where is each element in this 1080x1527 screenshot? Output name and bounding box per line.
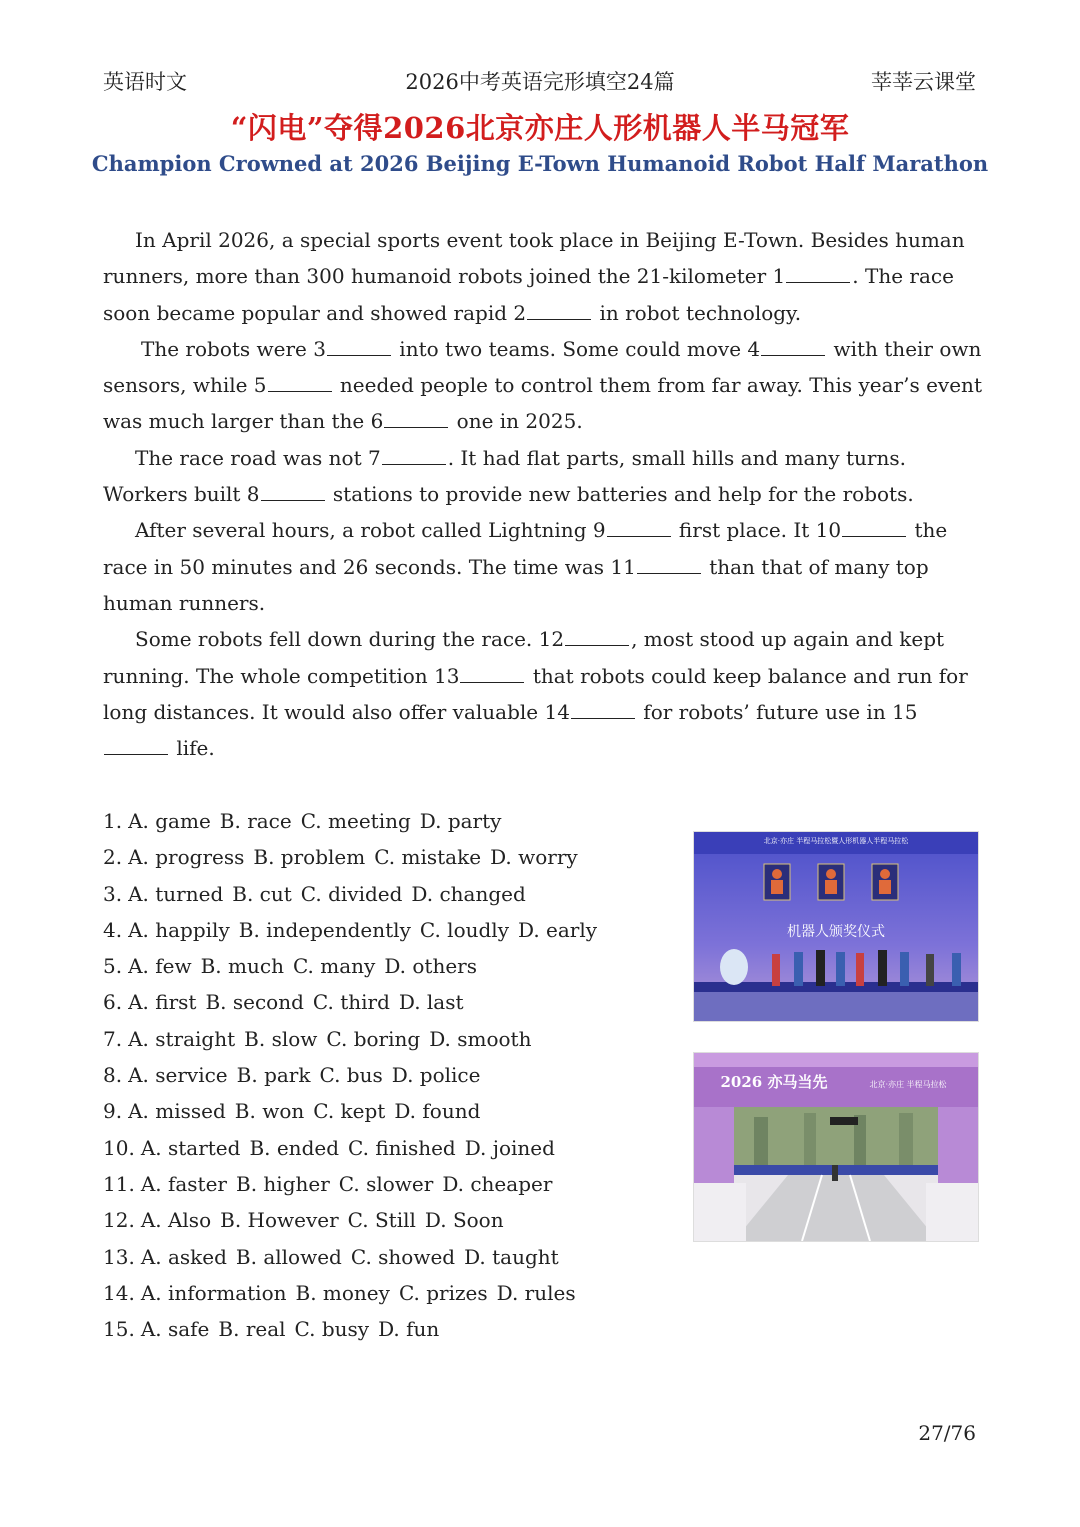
question-number: 13. bbox=[103, 1244, 135, 1269]
question-row bbox=[103, 984, 693, 1020]
option-c: C. many bbox=[292, 954, 376, 979]
question-number: 7. bbox=[103, 1026, 123, 1051]
option-a: A. service bbox=[128, 1063, 228, 1088]
passage-text: . The race soon became popular and showed rapid 2 bbox=[103, 264, 954, 325]
blank-15 bbox=[104, 736, 168, 755]
header-left: 英语时文 bbox=[103, 70, 187, 94]
option-c: C. Still bbox=[347, 1208, 416, 1233]
option-a: A. progress bbox=[128, 845, 245, 870]
option-c: C. meeting bbox=[300, 809, 411, 833]
question-number: 15. bbox=[103, 1317, 135, 1342]
option-a: A. turned bbox=[128, 881, 224, 906]
option-d: D. found bbox=[394, 1099, 481, 1124]
question-row bbox=[103, 1057, 693, 1093]
paragraph-1 bbox=[103, 222, 983, 331]
blank-5 bbox=[268, 373, 332, 392]
title-english: Champion Crowned at 2026 Beijing E-Town Humanoid Robot Half Marathon bbox=[91, 151, 989, 176]
question-row bbox=[103, 1202, 693, 1238]
question-number: 3. bbox=[103, 881, 123, 906]
question-row bbox=[103, 1093, 693, 1129]
option-a: A. first bbox=[128, 990, 197, 1015]
option-b: B. much bbox=[200, 954, 284, 979]
blank-4 bbox=[761, 337, 825, 356]
option-b: B. problem bbox=[253, 845, 366, 870]
option-d: D. early bbox=[518, 917, 598, 942]
question-row bbox=[103, 1021, 693, 1057]
option-a: A. safe bbox=[140, 1317, 210, 1342]
option-d: D. joined bbox=[464, 1135, 555, 1160]
page-number: 27/76 bbox=[918, 1421, 976, 1445]
option-a: A. few bbox=[128, 954, 192, 979]
photo2-arch-text: 2026 亦马当先 bbox=[720, 1073, 828, 1091]
passage-text: into two teams. Some could move 4 bbox=[392, 336, 761, 361]
header-center: 2026中考英语完形填空24篇 bbox=[405, 70, 675, 94]
question-number: 5. bbox=[103, 954, 123, 979]
passage-text: in robot technology. bbox=[593, 300, 802, 325]
option-b: B. park bbox=[236, 1063, 311, 1088]
passage-text: . It had flat parts, small hills and many turns. Workers built 8 bbox=[103, 445, 906, 507]
blank-12 bbox=[565, 627, 629, 646]
passage-text: for robots’ future use in 15 bbox=[636, 699, 918, 724]
photo1-stage-text: 机器人颁奖仪式 bbox=[787, 924, 885, 940]
option-a: A. information bbox=[140, 1280, 287, 1305]
option-d: D. Soon bbox=[424, 1208, 504, 1233]
paragraph-2 bbox=[103, 331, 983, 440]
option-b: B. money bbox=[295, 1280, 390, 1305]
blank-11 bbox=[637, 555, 701, 574]
option-b: B. won bbox=[234, 1099, 305, 1124]
paragraph-3 bbox=[103, 440, 983, 513]
question-row bbox=[103, 1239, 693, 1275]
question-row bbox=[103, 803, 693, 839]
passage-text: stations to provide new batteries and help for the robots. bbox=[326, 482, 914, 507]
option-d: D. party bbox=[419, 809, 502, 833]
option-d: D. changed bbox=[411, 881, 526, 906]
blank-9 bbox=[607, 518, 671, 537]
paragraph-4 bbox=[103, 512, 983, 621]
passage-text: After several hours, a robot called Lightning 9 bbox=[135, 518, 606, 543]
passage-text: that robots could keep balance and run for long distances. It would also offer valuable 14 bbox=[103, 663, 968, 724]
question-row bbox=[103, 912, 693, 948]
blank-3 bbox=[327, 337, 391, 356]
option-a: A. asked bbox=[140, 1244, 227, 1269]
question-number: 2. bbox=[103, 845, 123, 870]
option-d: D. others bbox=[384, 954, 477, 979]
question-number: 8. bbox=[103, 1063, 123, 1088]
option-c: C. loudly bbox=[419, 917, 509, 942]
blank-6 bbox=[384, 409, 448, 428]
option-c: C. slower bbox=[338, 1171, 434, 1196]
question-row bbox=[103, 1275, 693, 1311]
option-b: B. cut bbox=[232, 881, 292, 906]
option-b: B. allowed bbox=[235, 1244, 342, 1269]
question-row bbox=[103, 1166, 693, 1202]
blank-8 bbox=[261, 482, 325, 501]
option-a: A. started bbox=[140, 1135, 241, 1160]
passage-text: , most stood up again and kept running. The whole competition 13 bbox=[103, 627, 945, 688]
option-c: C. finished bbox=[348, 1135, 456, 1160]
option-b: B. race bbox=[219, 809, 292, 833]
blank-7 bbox=[382, 446, 446, 465]
option-b: B. ended bbox=[249, 1135, 340, 1160]
option-a: A. straight bbox=[128, 1026, 236, 1051]
header-right: 莘莘云课堂 bbox=[871, 70, 976, 94]
question-number: 1. bbox=[103, 809, 123, 833]
blank-2 bbox=[527, 301, 591, 320]
option-c: C. bus bbox=[319, 1063, 383, 1088]
option-a: A. missed bbox=[128, 1099, 226, 1124]
option-b: B. slow bbox=[244, 1026, 318, 1051]
question-row bbox=[103, 876, 693, 912]
blank-1 bbox=[786, 264, 850, 283]
question-number: 11. bbox=[103, 1171, 135, 1196]
finish-line-photo bbox=[693, 1052, 979, 1242]
option-b: B. second bbox=[205, 990, 304, 1015]
option-b: B. independently bbox=[238, 917, 411, 942]
passage-text: Some robots fell down during the race. 12 bbox=[135, 627, 565, 652]
option-d: D. smooth bbox=[429, 1026, 532, 1051]
photo1-banner: 北京·亦庄 半程马拉松暨人形机器人半程马拉松 bbox=[763, 837, 909, 845]
option-a: A. happily bbox=[128, 917, 230, 942]
award-ceremony-photo bbox=[693, 831, 979, 1022]
option-c: C. mistake bbox=[374, 845, 482, 870]
question-number: 10. bbox=[103, 1135, 135, 1160]
option-c: C. prizes bbox=[398, 1280, 488, 1305]
passage-text: than that of many top human runners. bbox=[103, 554, 929, 615]
option-c: C. boring bbox=[326, 1026, 421, 1051]
passage-text: life. bbox=[170, 736, 215, 761]
passage-text: needed people to control them from far away. This year’s event was much larger than the 6 bbox=[103, 373, 982, 434]
question-number: 9. bbox=[103, 1099, 123, 1124]
question-row bbox=[103, 839, 693, 875]
option-b: B. However bbox=[220, 1208, 339, 1233]
option-c: C. kept bbox=[313, 1099, 386, 1124]
option-c: C. divided bbox=[300, 881, 403, 906]
option-d: D. taught bbox=[464, 1244, 559, 1269]
passage-text: The race road was not 7 bbox=[135, 445, 381, 470]
option-c: C. busy bbox=[294, 1317, 370, 1342]
option-d: D. last bbox=[398, 990, 464, 1015]
option-d: D. worry bbox=[490, 845, 578, 870]
option-a: A. Also bbox=[140, 1208, 212, 1233]
question-number: 4. bbox=[103, 917, 123, 942]
passage-text: with their own sensors, while 5 bbox=[103, 336, 982, 398]
option-c: C. third bbox=[312, 990, 390, 1015]
option-b: B. real bbox=[218, 1317, 286, 1342]
question-row bbox=[103, 1311, 693, 1347]
question-list bbox=[103, 803, 693, 1347]
blank-14 bbox=[571, 700, 635, 719]
passage bbox=[103, 222, 983, 766]
paragraph-5 bbox=[103, 621, 983, 766]
option-d: D. cheaper bbox=[442, 1171, 553, 1196]
question-number: 14. bbox=[103, 1280, 135, 1305]
passage-text: In April 2026, a special sports event took place in Beijing E-Town. Besides human runners, more than 300 humanoid robots joined the 21-kilometer 1 bbox=[103, 228, 965, 289]
passage-text: first place. It 10 bbox=[672, 518, 842, 543]
question-number: 6. bbox=[103, 990, 123, 1015]
passage-text: The robots were 3 bbox=[141, 336, 326, 361]
option-a: A. faster bbox=[140, 1171, 227, 1196]
photo2-banner: 北京·亦庄 半程马拉松 bbox=[869, 1080, 947, 1089]
blank-10 bbox=[842, 518, 906, 537]
question-row bbox=[103, 948, 693, 984]
question-row bbox=[103, 1130, 693, 1166]
question-number: 12. bbox=[103, 1208, 135, 1233]
option-c: C. showed bbox=[350, 1244, 456, 1269]
option-a: A. game bbox=[128, 809, 211, 833]
passage-text: one in 2025. bbox=[450, 409, 583, 434]
title-chinese: “闪电”夺得2026北京亦庄人形机器人半马冠军 bbox=[230, 111, 850, 145]
option-d: D. rules bbox=[496, 1280, 576, 1305]
passage-text: the race in 50 minutes and 26 seconds. The time was 11 bbox=[103, 518, 948, 579]
blank-13 bbox=[460, 664, 524, 683]
option-d: D. police bbox=[391, 1063, 481, 1088]
option-d: D. fun bbox=[378, 1317, 440, 1342]
option-b: B. higher bbox=[236, 1171, 330, 1196]
